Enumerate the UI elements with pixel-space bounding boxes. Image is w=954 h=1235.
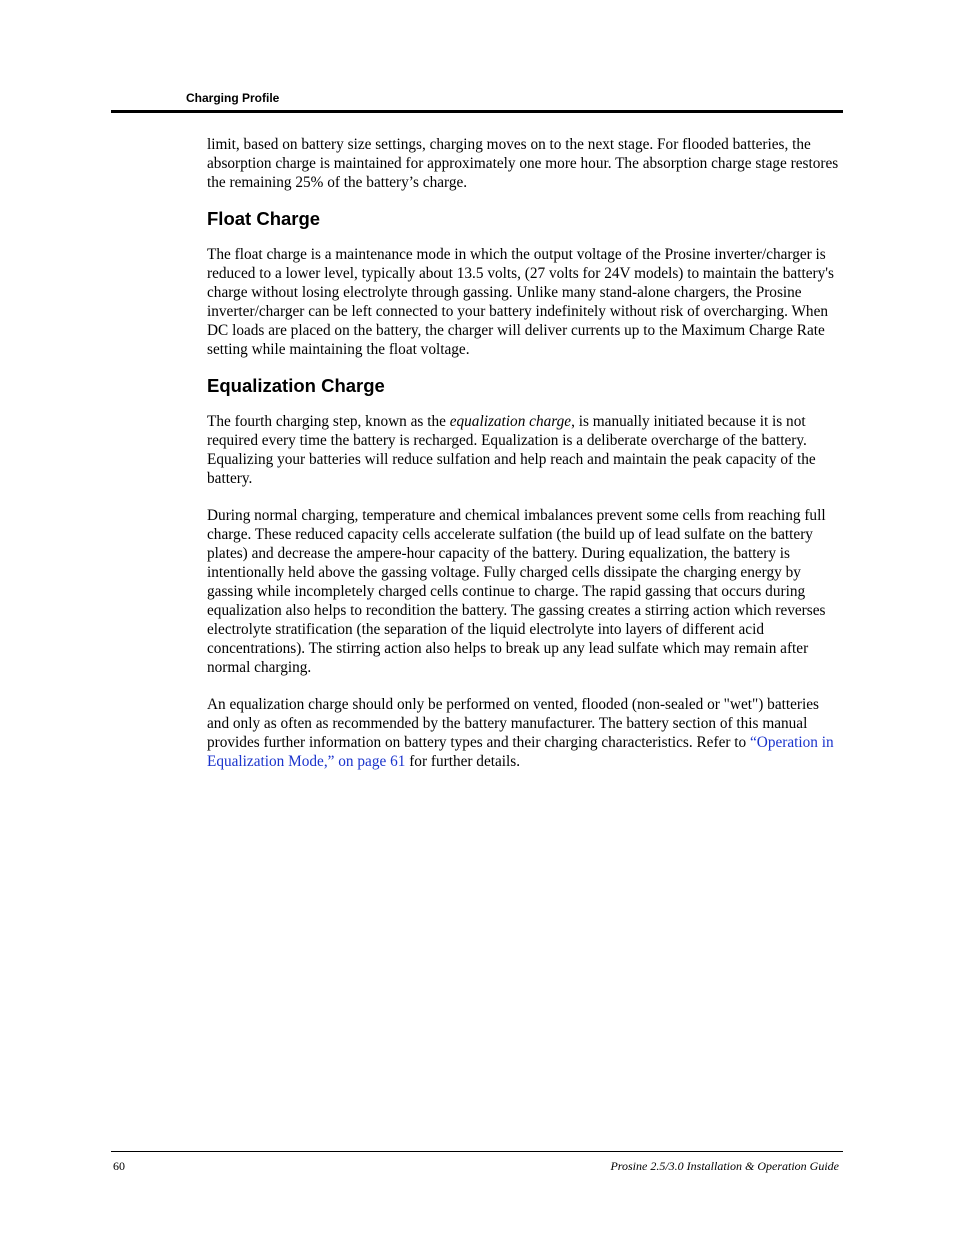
running-header-title: Charging Profile [186, 91, 280, 105]
page-body [207, 135, 843, 771]
equalization-paragraph-3 [207, 695, 843, 771]
equalization-charge-heading: Equalization Charge [207, 375, 385, 396]
header-rule [111, 110, 843, 113]
eq-p3-text-before: An equalization charge should only be performed on vented, flooded (non-sealed or "wet") batteries and only as often as recommended by the battery manufacturer. The battery section of this manual provides further information on battery types and their charging characteristics. Refer to [207, 696, 819, 751]
eq-p1-text-before: The fourth charging step, known as the [207, 413, 450, 430]
equalization-paragraph-1 [207, 412, 843, 488]
equalization-paragraph-2: During normal charging, temperature and chemical imbalances prevent some cells from reaching full charge. These reduced capacity cells accelerate sulfation (the build up of lead sulfate on the battery plates) and decrease the ampere-hour capacity of the battery. During equalization, the battery is intentionally held above the gassing voltage. Fully charged cells dissipate the charging energy by gassing while incompletely charged cells continue to charge. The rapid gassing that occurs during equalization also helps to recondition the battery. The gassing creates a stirring action which reverses electrolyte stratification (the separation of the liquid electrolyte into layers of different acid concentrations). The stirring action also helps to break up any lead sulfate which may remain after normal charging. [207, 507, 826, 676]
float-charge-paragraph: The float charge is a maintenance mode in which the output voltage of the Prosine inverter/charger is reduced to a lower level, typically about 13.5 volts, (27 volts for 24V models) to maintain the battery's charge without losing electrolyte through gassing. Unlike many stand-alone chargers, the Prosine inverter/charger can be left connected to your battery indefinitely without risk of overcharging. When DC loads are placed on the battery, the charger will deliver currents up to the Maximum Charge Rate setting while maintaining the float voltage. [207, 246, 834, 358]
float-charge-heading: Float Charge [207, 208, 321, 229]
page-number: 60 [113, 1159, 125, 1173]
intro-paragraph: limit, based on battery size settings, charging moves on to the next stage. For flooded batteries, the absorption charge is maintained for approximately one more hour. The absorption charge stage restores the remaining 25% of the battery’s charge. [207, 136, 839, 191]
guide-title: Prosine 2.5/3.0 Installation & Operation Guide [610, 1159, 839, 1173]
operation-equalization-mode-link[interactable]: “Operation in Equalization Mode,” on page 61 [207, 734, 834, 770]
footer-rule [111, 1151, 843, 1152]
eq-p3-text-after: for further details. [405, 753, 521, 770]
eq-p1-term: equalization charge [449, 413, 572, 430]
eq-p1-text-after: , is manually initiated because it is not required every time the battery is recharged. Equalization is a deliberate overcharge of the battery. Equalizing your batteries will reduce sulfation and help reach and maintain the peak capacity of the battery. [207, 413, 816, 487]
